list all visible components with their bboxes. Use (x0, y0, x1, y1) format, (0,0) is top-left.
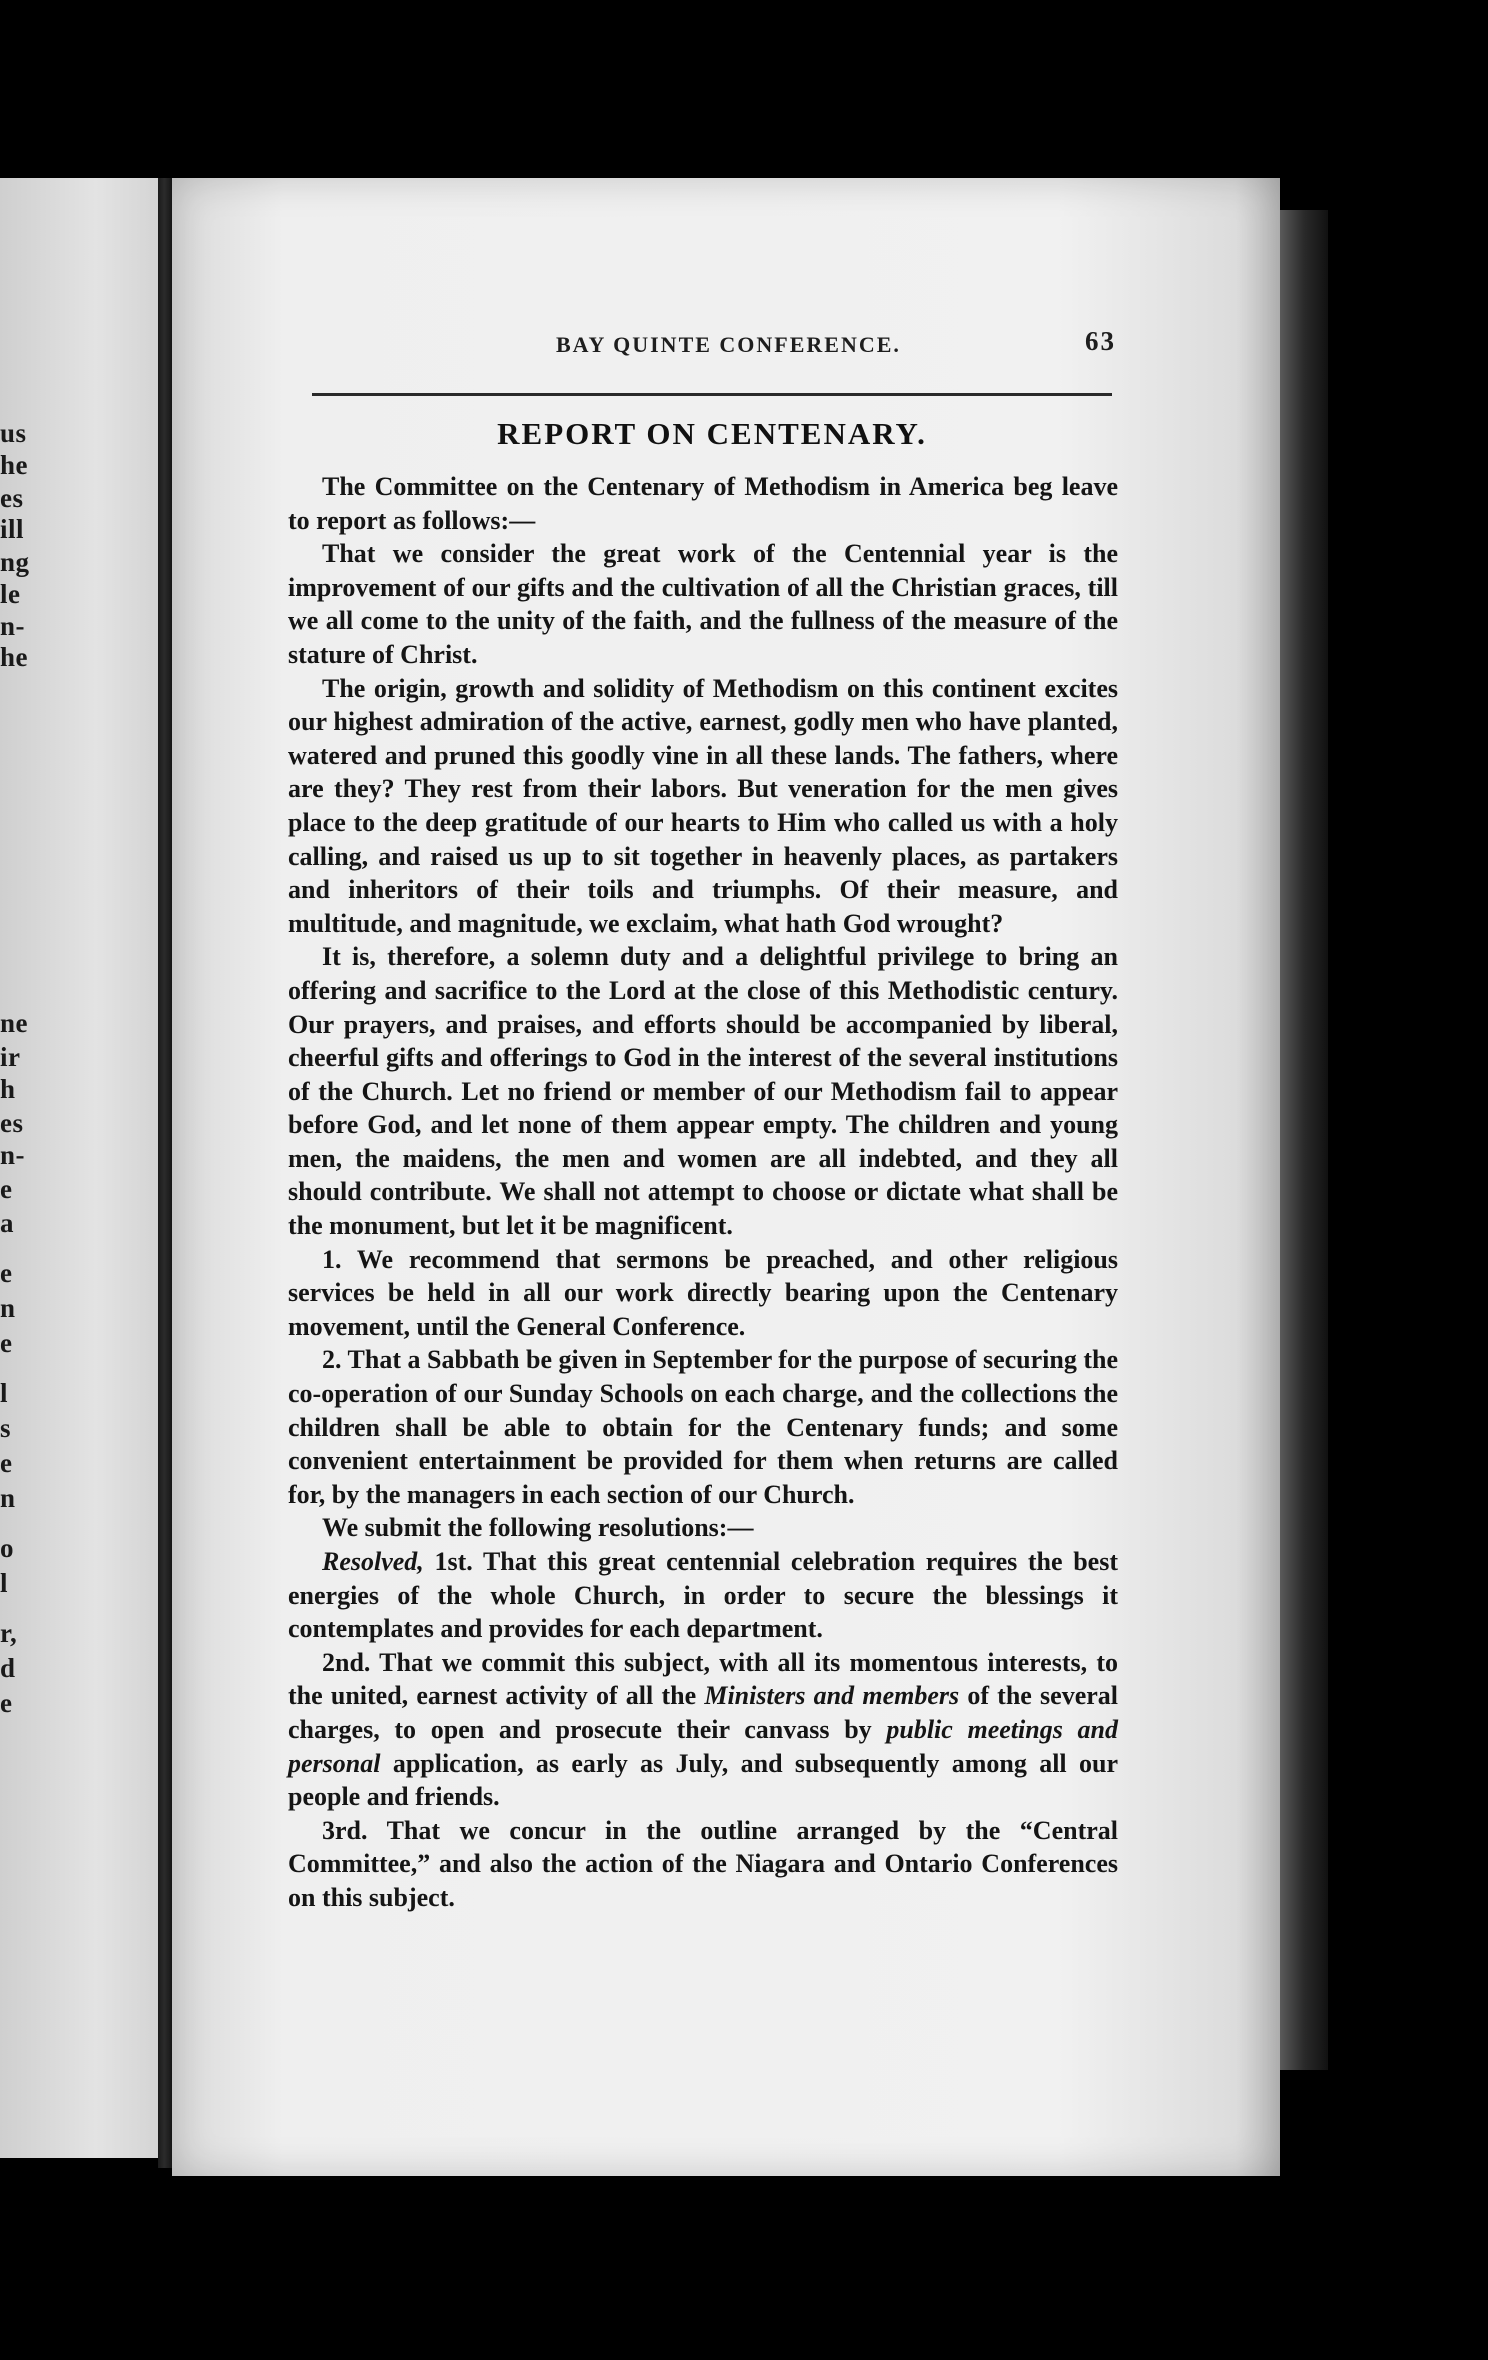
left-page-fragment: d (0, 1653, 16, 1683)
paragraph-resolutions-intro: We submit the following resolutions:— (322, 1513, 754, 1543)
page-edge-shadow (1280, 210, 1328, 2070)
left-page-fragment: he (0, 642, 28, 672)
paragraph-origin: The origin, growth and solidity of Methodism on this continent excites our highest admiration of the active, earnest, godly men who have planted, watered and pruned this goodly vine in all these lands. The fathers, where are they? They rest from their labors. But veneration for the men gives place to the deep gratitude of our hearts to Him who called us with a holy calling, and raised us up to sit together in heavenly places, as partakers and inheritors of their toils and triumphs. Of their measure, and multitude, and magnitude, we exclaim, what hath God wrought? (288, 673, 1118, 938)
paragraph-duty: It is, therefore, a solemn duty and a delightful privilege to bring an offering and sacrifice to the Lord at the close of this Methodistic century. Our prayers, and praises, and efforts should be accompanied by liberal, cheerful gifts and offerings to God in the interest of the several institutions of the Church. Let no friend or member of our Methodism fail to appear before God, and let none of them appear empty. The children and young men, the maidens, the men and women are all indebted, and they all should contribute. We shall not attempt to choose or dictate what shall be the monument, but let it be magnificent. (288, 942, 1118, 1241)
paragraph-recommendation-1: 1. We recommend that sermons be preached, and other religious services be held in all our work directly bearing upon the Centenary movement, until the General Conference. (288, 1244, 1118, 1341)
left-page-fragment: us (0, 418, 27, 448)
header-rule (312, 393, 1112, 396)
left-page-fragment: l (0, 1378, 9, 1408)
page-number: 63 (1085, 326, 1116, 356)
resolution-3: 3rd. That we concur in the outline arranged by the “Central Committee,” and also the action of the Niagara and Ontario Conferences on this subject. (288, 1815, 1118, 1912)
left-page-fragment: ng (0, 547, 30, 577)
left-page-fragment: h (0, 1074, 16, 1104)
left-page-fragment: es (0, 1108, 24, 1138)
left-page-fragment: he (0, 450, 28, 480)
left-page-fragment: s (0, 1413, 12, 1443)
left-page-fragment: e (0, 1448, 13, 1478)
left-page-fragment: ir (0, 1042, 21, 1072)
left-page-fragment: ne (0, 1008, 28, 1038)
resolution-2-text-c: application, as early as July, and subsequently among all our people and friends. (288, 1748, 1118, 1812)
paragraph-intro: The Committee on the Centenary of Methodism in America beg leave to report as follows:— (288, 472, 1118, 535)
paragraph-recommendation-2: 2. That a Sabbath be given in September for the purpose of securing the co-operation of our Sunday Schools on each charge, and the collections the children shall be able to obtain for the Centenary funds; and some convenient entertainment be provided for them when returns are called for, by the managers in each section of our Church. (288, 1345, 1118, 1509)
resolved-lead: Resolved, (322, 1547, 424, 1576)
left-page-fragment: es (0, 483, 24, 513)
left-page-fragment: ill (0, 514, 25, 544)
resolution-2-text-a: 2nd. That we commit this subject, with all its momentous interests, to the united, earnest activity of all the (288, 1647, 1118, 1711)
running-head (556, 326, 1116, 366)
report-title: REPORT ON CENTENARY. (497, 416, 927, 451)
running-title: BAY QUINTE CONFERENCE. (556, 332, 901, 357)
left-page-fragment: n- (0, 1140, 26, 1170)
resolution-1 (288, 1545, 1118, 1646)
left-page-edge (0, 178, 160, 2158)
left-page-fragment: n (0, 1293, 16, 1323)
left-page-fragment: n- (0, 611, 26, 641)
left-page-fragment: e (0, 1328, 13, 1358)
left-page-fragment: le (0, 579, 21, 609)
left-page-fragment: r, (0, 1618, 18, 1648)
paragraph-centennial-work: That we consider the great work of the Centennial year is the improvement of our gifts and the cultivation of all the Christian graces, till we all come to the unity of the faith, and the fullness of the measure of the stature of Christ. (288, 539, 1118, 669)
resolution-2-italic-a: Ministers and members (704, 1681, 960, 1711)
resolution-2 (288, 1646, 1118, 1814)
resolution-2-italic-b: public meetings and personal (288, 1714, 1118, 1778)
report-body (288, 470, 1118, 1915)
left-page-fragment: a (0, 1208, 14, 1238)
left-page-fragment: e (0, 1174, 13, 1204)
resolution-1-text: 1st. That this great centennial celebration requires the best energies of the whole Church, in order to secure the blessings it contemplates and provides for each department. (288, 1547, 1118, 1644)
left-page-fragment: n (0, 1483, 16, 1513)
left-page-fragment: o (0, 1533, 14, 1563)
left-page-fragment: e (0, 1258, 13, 1288)
left-page-fragment: e (0, 1688, 13, 1718)
resolution-2-text-b: of the several charges, to open and prosecute their canvass by (288, 1681, 1119, 1744)
left-page-fragment: l (0, 1568, 9, 1598)
